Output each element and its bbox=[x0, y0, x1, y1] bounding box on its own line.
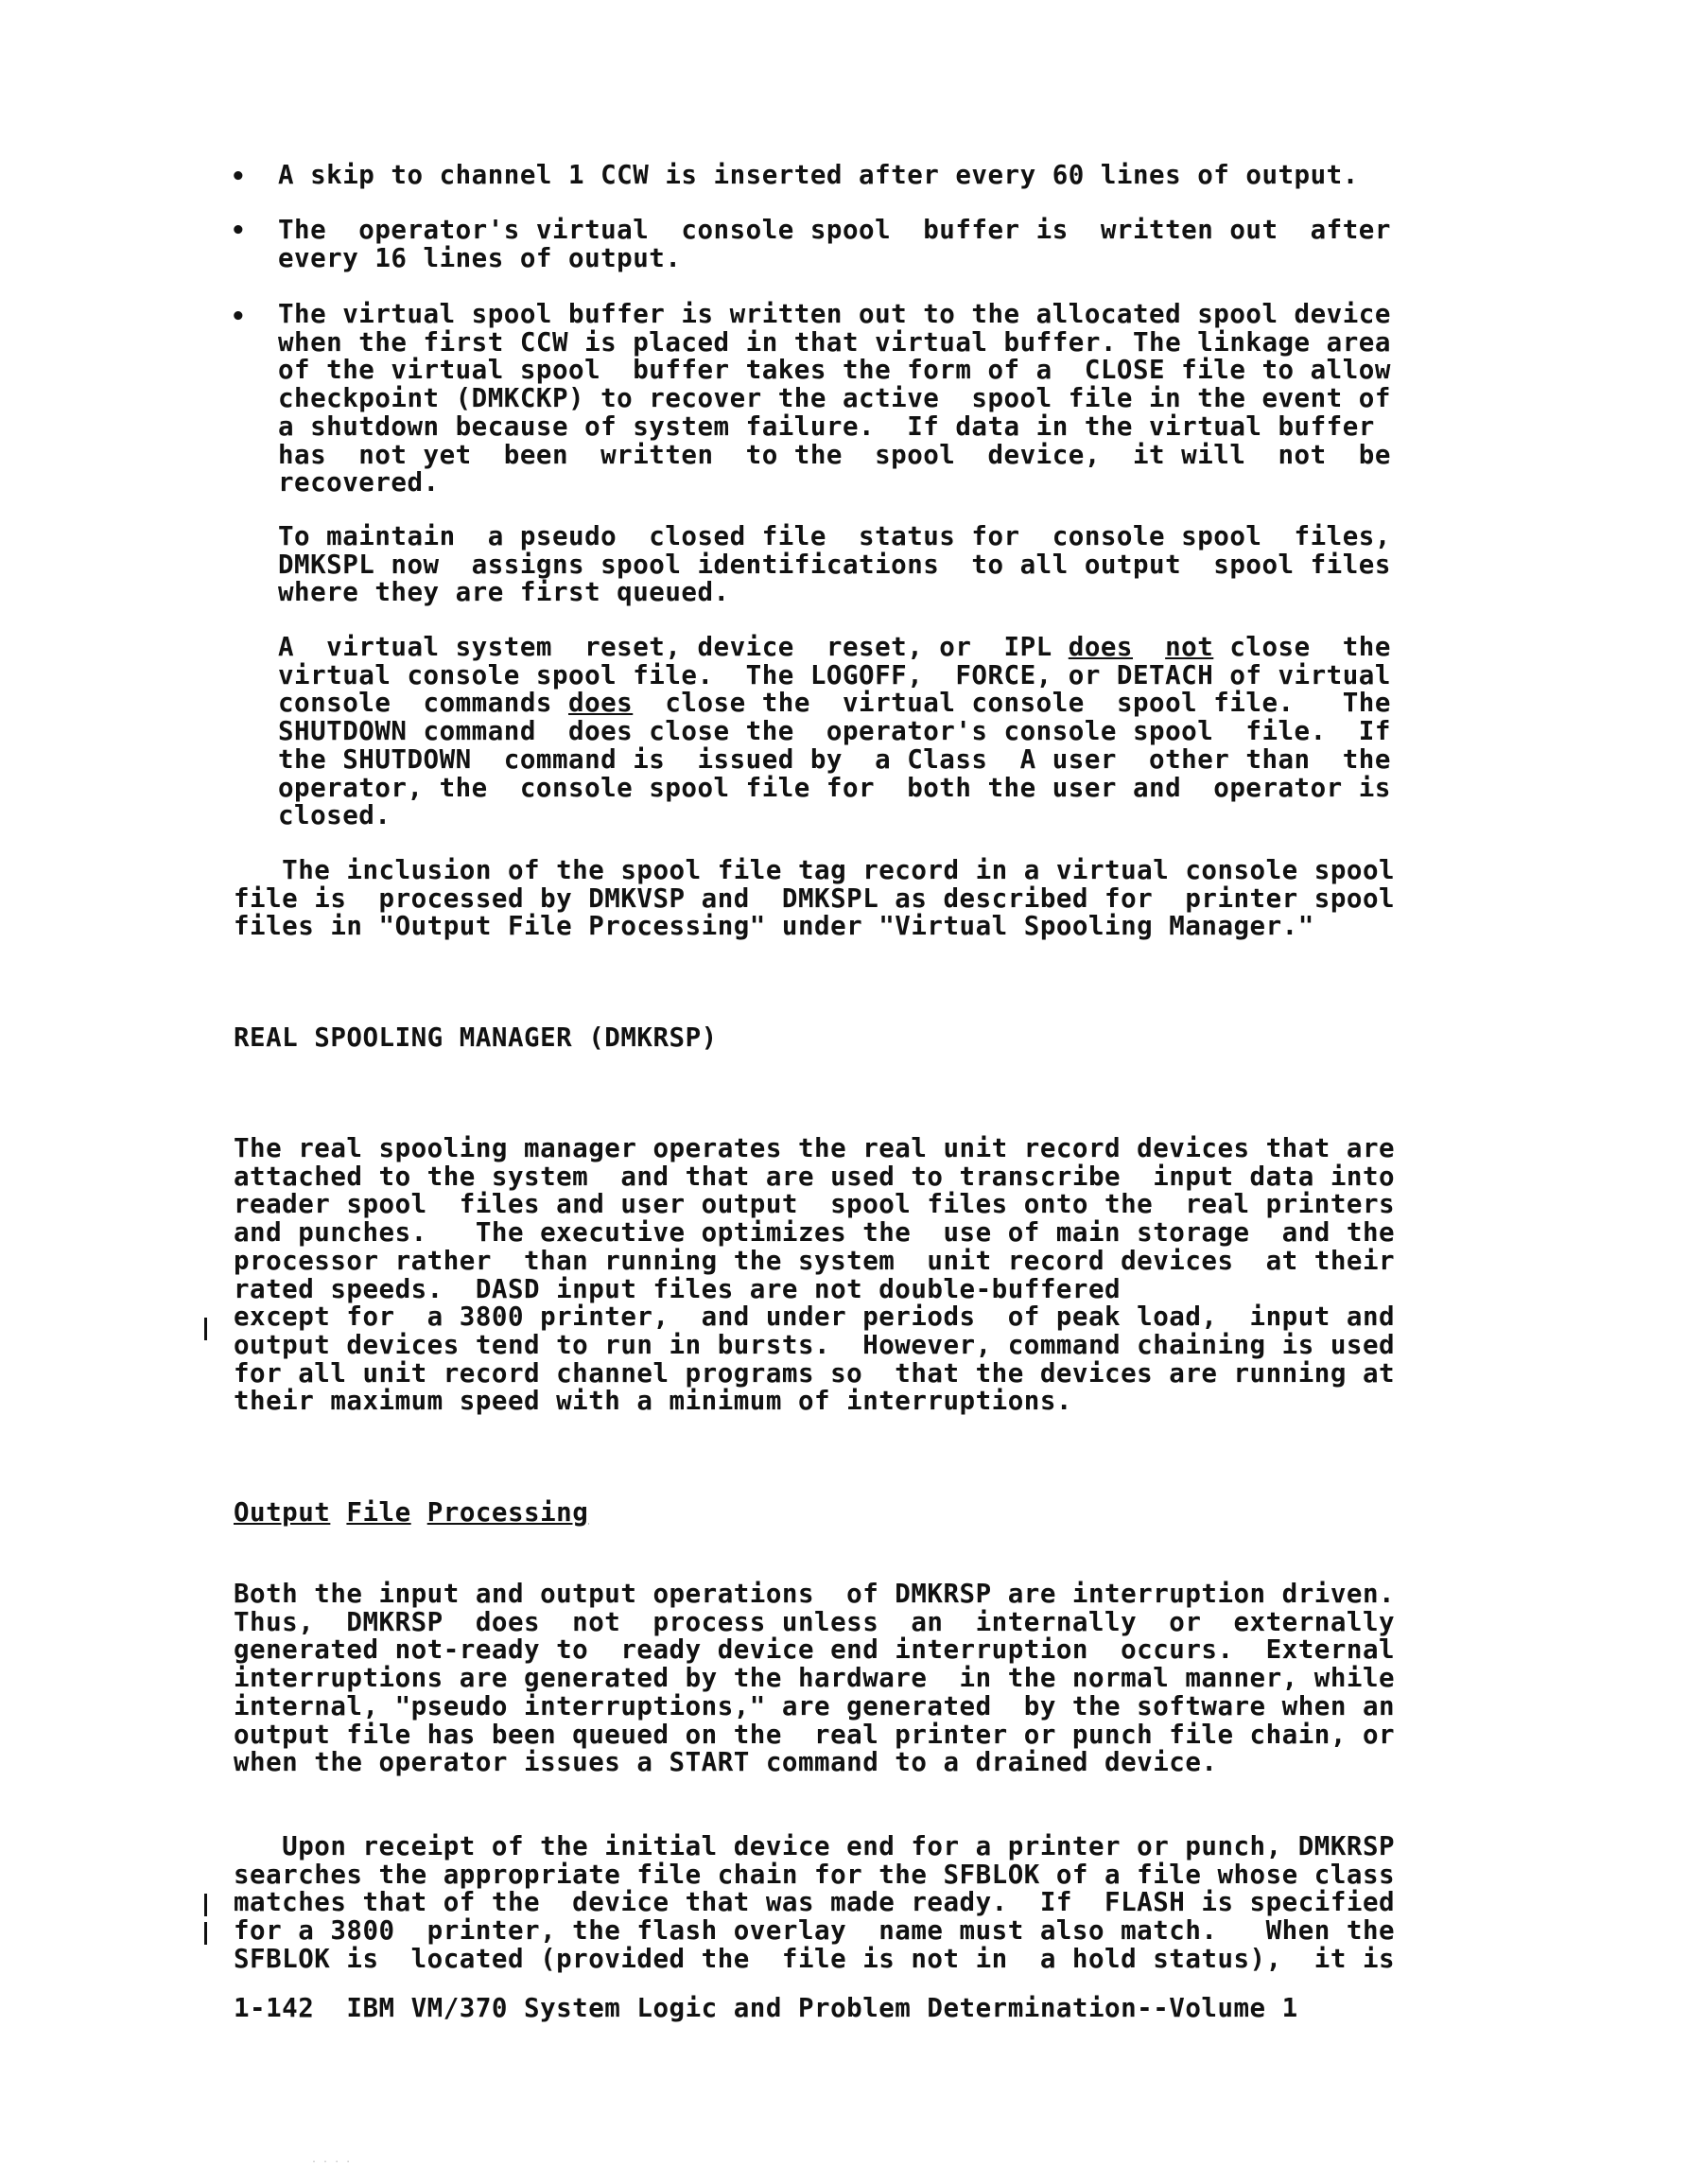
bullet-item-3 bbox=[278, 301, 1391, 498]
text-line: closed. bbox=[278, 800, 391, 831]
text-line: searches the appropriate file chain for the SFBLOK of a file whose class bbox=[234, 1859, 1396, 1890]
text-line: file is processed by DMKVSP and DMKSPL as described for printer spool bbox=[234, 882, 1396, 914]
bullet-3-line-4: checkpoint (DMKCKP) to recover the active spool file in the event of bbox=[278, 383, 1391, 414]
bullet-dot: • bbox=[231, 163, 246, 191]
text-line: SFBLOK is located (provided the file is not in a hold status), it is bbox=[234, 1943, 1396, 1974]
bullet-item-2 bbox=[278, 217, 1391, 272]
section-heading: REAL SPOOLING MANAGER (DMKRSP) bbox=[234, 1022, 718, 1053]
bullet-item-1 bbox=[278, 162, 1359, 190]
text-line: generated not-ready to ready device end interruption occurs. External bbox=[234, 1634, 1396, 1666]
text-line: virtual console spool file. The LOGOFF, FORCE, or DETACH of virtual bbox=[278, 659, 1391, 690]
bullet-dot: • bbox=[231, 217, 246, 245]
text-line: processor rather than running the system unit record devices at their bbox=[234, 1245, 1396, 1276]
text-line: Both the input and output operations of DMKRSP are interruption driven. bbox=[234, 1579, 1396, 1609]
emphasis-does: does bbox=[1068, 632, 1133, 662]
scan-artifact: . . . . bbox=[311, 2155, 352, 2165]
text-line: SHUTDOWN command does close the operator's console spool file. If bbox=[278, 716, 1391, 747]
bullet-3-line-5: a shutdown because of system failure. If data in the virtual buffer bbox=[278, 411, 1375, 442]
emphasis-not: not bbox=[1165, 632, 1214, 662]
output-processing-paragraph bbox=[234, 1581, 1395, 1777]
text-line: when the operator issues a START command to a drained device. bbox=[234, 1747, 1218, 1778]
bullet-dot: • bbox=[231, 303, 246, 331]
text-line: their maximum speed with a minimum of interruptions. bbox=[234, 1386, 1072, 1417]
text-line: attached to the system and that are used to transcribe input data into bbox=[234, 1161, 1396, 1192]
text-line: files in "Output File Processing" under "Virtual Spooling Manager." bbox=[234, 911, 1314, 942]
bullet-2-line-2: every 16 lines of output. bbox=[278, 242, 682, 273]
text-line: for a 3800 printer, the flash overlay name must also match. When the bbox=[234, 1915, 1396, 1947]
revision-bar bbox=[204, 1922, 207, 1945]
text-line: DMKSPL now assigns spool identifications to all output spool files bbox=[278, 549, 1391, 580]
bullet-3-line-6: has not yet been written to the spool device, it will not be bbox=[278, 439, 1391, 470]
text-line: for all unit record channel programs so that the devices are running at bbox=[234, 1357, 1396, 1389]
text-line: The inclusion of the spool file tag record in a virtual console spool bbox=[234, 855, 1396, 885]
real-spooling-paragraph bbox=[234, 1135, 1395, 1416]
text-line: close the bbox=[1213, 632, 1391, 662]
subheading-word: Output bbox=[234, 1497, 331, 1528]
bullet-1-line-1: A skip to channel 1 CCW is inserted after every 60 lines of output. bbox=[278, 160, 1359, 190]
text-line: operator, the console spool file for both the user and operator is bbox=[278, 772, 1391, 803]
bullet-3-line-7: recovered. bbox=[278, 467, 440, 498]
text-line: Upon receipt of the initial device end for a printer or punch, DMKRSP bbox=[234, 1831, 1396, 1861]
pseudo-closed-paragraph bbox=[278, 523, 1391, 607]
text-line: and punches. The executive optimizes the use of main storage and the bbox=[234, 1217, 1396, 1249]
text-line: console commands bbox=[278, 688, 569, 719]
text-line: close the virtual console spool file. The bbox=[633, 688, 1391, 719]
text-line: the SHUTDOWN command is issued by a Class A user other than the bbox=[278, 743, 1391, 775]
subheading-word: File bbox=[346, 1497, 411, 1528]
bullet-3-line-1: The virtual spool buffer is written out to the allocated spool device bbox=[278, 299, 1391, 329]
bullet-3-line-3: of the virtual spool buffer takes the form of a CLOSE file to allow bbox=[278, 355, 1391, 386]
text-line: A virtual system reset, device reset, or IPL bbox=[278, 632, 1069, 662]
bullet-3-line-2: when the first CCW is placed in that virtual buffer. The linkage area bbox=[278, 326, 1391, 358]
text-line: internal, "pseudo interruptions," are generated by the software when an bbox=[234, 1690, 1396, 1721]
text-line: output file has been queued on the real printer or punch file chain, or bbox=[234, 1719, 1396, 1750]
subsection-heading bbox=[234, 1498, 588, 1527]
inclusion-paragraph bbox=[234, 857, 1395, 941]
subheading-word: Processing bbox=[426, 1497, 589, 1528]
text-line: where they are first queued. bbox=[278, 577, 730, 608]
revision-bar bbox=[204, 1318, 207, 1340]
text-line: To maintain a pseudo closed file status for console spool files, bbox=[278, 521, 1391, 551]
text-line: Thus, DMKRSP does not process unless an internally or externally bbox=[234, 1606, 1396, 1637]
text-line: except for a 3800 printer, and under periods of peak load, input and bbox=[234, 1302, 1396, 1333]
text-line: rated speeds. DASD input files are not double-buffered bbox=[234, 1273, 1122, 1304]
page-footer: 1-142 IBM VM/370 System Logic and Problem Determination--Volume 1 bbox=[234, 1993, 1298, 2023]
text-line: output devices tend to run in bursts. However, command chaining is used bbox=[234, 1329, 1396, 1360]
revision-bar bbox=[204, 1894, 207, 1916]
text-line: matches that of the device that was made ready. If FLASH is specified bbox=[234, 1887, 1396, 1918]
text-line: interruptions are generated by the hardware in the normal manner, while bbox=[234, 1663, 1396, 1694]
text-line: The real spooling manager operates the real unit record devices that are bbox=[234, 1133, 1396, 1163]
emphasis-does: does bbox=[568, 688, 634, 719]
receipt-paragraph bbox=[234, 1833, 1395, 1974]
bullet-2-line-1: The operator's virtual console spool buffer is written out after bbox=[278, 215, 1391, 245]
reset-paragraph bbox=[278, 634, 1391, 830]
text-line: reader spool files and user output spool files onto the real printers bbox=[234, 1189, 1396, 1220]
